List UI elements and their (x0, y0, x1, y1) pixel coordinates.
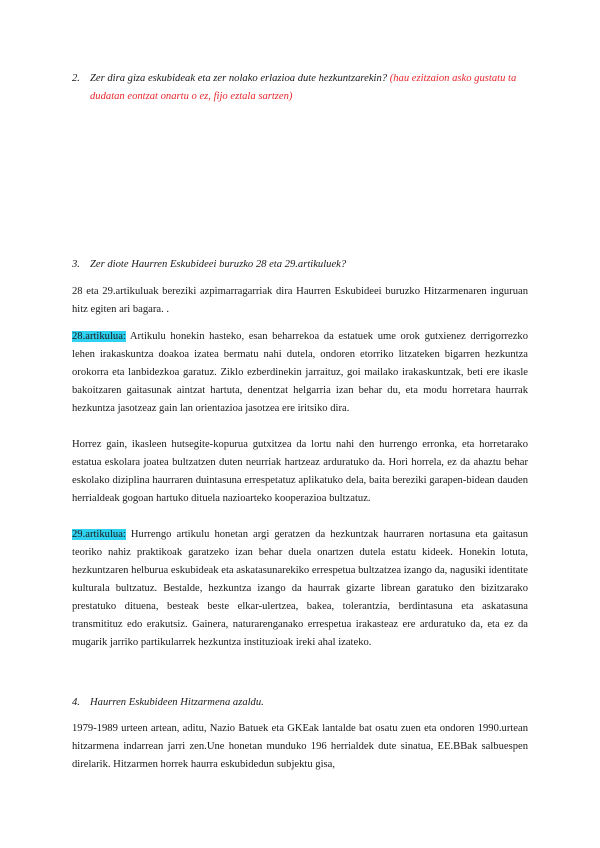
question-4-number: 4. (72, 697, 80, 708)
question-4-title: Haurren Eskubideen Hitzarmena azaldu. (90, 697, 264, 708)
question-2 (72, 70, 532, 106)
paragraph-article-28 (72, 328, 528, 418)
article-28-label: 28.artikulua: (72, 331, 126, 342)
question-2-text (90, 70, 532, 106)
paragraph-intro: 28 eta 29.artikuluak bereziki azpimarragarriak dira Haurren Eskubideei buruzko Hitzarmenaren inguruan hitz egiten ari bagara. . (72, 286, 528, 315)
question-3-number: 3. (72, 259, 80, 270)
paragraph-horrez: Horrez gain, ikasleen hutsegite-kopurua gutxitzea da lortu nahi den hurrengo erronka, eta horretarako estatua eskolara joatea bultzatzen duten neurriak hartzeaz arduratuko da. Hori horrela, ez da ahaztu behar eskolako diziplina haurraren duintasuna errespetatuz aplikatuko dela, baita bereziki garapen-bidean dauden herrialdeak gogoan hartuko dituela nazioarteko kooperazioa bultzatuz. (72, 439, 528, 504)
article-29-label: 29.artikulua: (72, 529, 126, 540)
question-4 (72, 694, 532, 712)
paragraph-article-29 (72, 526, 528, 652)
article-28-text: Artikulu honekin hasteko, esan beharrekoa da estatuek ume orok gutxienez derrigorrezko lehen irakaskuntza doakoa izatea bermatu nahi dutela, ondoren etorriko litzateken bigarren hezkuntza orokorra eta lanbidezkoa garatuz. Ziklo ezberdinekin jarraituz, goi mailako irakaskuntzak, beti ere ikasle bakoitzaren gaitasunak aintzat hartuta, denentzat helgarria izan behar du, eta modu horretara haurrak hezkuntza jasotzeaz gain lan orientazioa jasotzea ere iritsiko dira. (72, 331, 528, 414)
article-29-text: Hurrengo artikulu honetan argi geratzen da hezkuntzak haurraren nortasuna eta gaitasun teoriko nahiz praktikoak garatzeko izan behar duela onartzen dutela estatu kideek. Honekin lotuta, hezkuntzaren helburua eskubideak eta askatasunarekiko errespetua bultzatzea izango da, nagusiki identitate kulturala bultzatuz. Bestalde, hezkuntza izango da haurrak gizarte librean garatuko den bizitzarako prestatuko dituena, besteak beste elkar-ulertzea, bakea, tolerantzia, berdintasuna eta askatasuna transmitituz edo erakutsiz. Gainera, naturarenganako errespetua irakasteaz ere arduratuko da, eta ez da mugarik jarriko partikularrek hezkuntza instituzioak ireki ahal izateko. (72, 529, 528, 648)
question-2-note: (hau ezitzaion asko gustatu ta dudatan eontzat onartu o ez, fijo eztala sartzen) (90, 73, 517, 102)
question-3-title: Zer diote Haurren Eskubideei buruzko 28 eta 29.artikuluek? (90, 259, 347, 270)
question-2-title: Zer dira giza eskubideak eta zer nolako erlazioa dute hezkuntzarekin? (90, 73, 388, 84)
paragraph-1979: 1979-1989 urteen artean, aditu, Nazio Batuek eta GKEak lantalde bat osatu zuen eta ondoren 1990.urtean hitzarmena indarrean jarri zen.Une honetan munduko 196 herrialdek dute sinatua, EE.BBak salbuespen direlarik. Hitzarmen horrek haurra eskubidedun subjektu gisa, (72, 723, 528, 770)
question-3 (72, 256, 532, 274)
question-2-number: 2. (72, 73, 80, 84)
